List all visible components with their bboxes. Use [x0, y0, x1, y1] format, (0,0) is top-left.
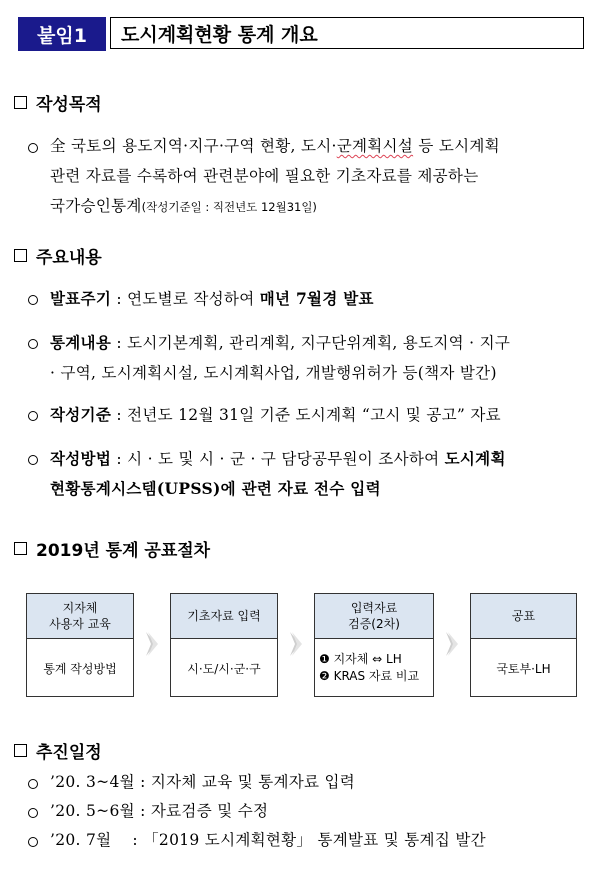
purpose-text-wavy: 군계획시설	[336, 137, 414, 155]
schedule-item: ’20. 7월 : 「2019 도시계획현황」 통계발표 및 통계집 발간	[50, 831, 486, 849]
process-step-body	[315, 639, 433, 697]
content-text-bold: 매년 7월경 발표	[259, 289, 374, 308]
purpose-text-3a: 국가승인통계	[50, 197, 142, 215]
content-label: 작성방법	[50, 449, 112, 468]
content-text: : 전년도 12월 31일 기준 도시계획 “고시 및 공고” 자료	[111, 406, 501, 424]
process-step-body: 시·도/시·군·구	[187, 661, 261, 676]
process-step-header: 공표	[471, 594, 576, 639]
purpose-paragraph	[50, 131, 590, 222]
checkbox-square-icon	[14, 542, 27, 555]
content-item-scope	[50, 328, 590, 388]
process-step-body: 통계 작성방법	[43, 661, 117, 676]
verification-item-1: ❶ 지자체 ⇔ LH	[319, 652, 402, 666]
chevron-right-icon	[288, 630, 304, 658]
document-title: 도시계획현황 통계 개요	[110, 17, 584, 49]
content-item-method	[50, 444, 590, 504]
schedule-item: ’20. 3~4월 : 지자체 교육 및 통계자료 입력	[50, 773, 356, 791]
process-step-input	[170, 593, 278, 697]
process-step-header: 기초자료 입력	[171, 594, 277, 639]
attachment-badge: 붙임1	[18, 17, 106, 51]
schedule-period: ’20. 5~6월	[50, 802, 135, 820]
process-step-header: 지자체 사용자 교육	[27, 594, 133, 639]
schedule-period: ’20. 7월	[50, 831, 112, 849]
purpose-text-3-small: (작성기준일 : 직전년도 12월31일)	[141, 200, 317, 214]
content-text: : 연도별로 작성하여	[111, 290, 260, 308]
circle-bullet-icon	[26, 140, 42, 156]
schedule-period: ’20. 3~4월	[50, 773, 135, 791]
circle-bullet-icon	[26, 408, 42, 424]
section-purpose-title: 작성목적	[36, 95, 102, 115]
content-label: 통계내용	[50, 333, 112, 352]
chevron-right-icon	[144, 630, 160, 658]
process-step-education	[26, 593, 134, 697]
process-step-body: 국토부·LH	[496, 661, 551, 676]
section-purpose	[14, 90, 102, 115]
chevron-right-icon	[444, 630, 460, 658]
checkbox-square-icon	[14, 249, 27, 262]
section-content-title: 주요내용	[36, 248, 102, 268]
checkbox-square-icon	[14, 96, 27, 109]
schedule-item: ’20. 5~6월 : 자료검증 및 수정	[50, 802, 269, 820]
content-text: : 시 · 도 및 시 · 군 · 구 담당공무원이 조사하여	[111, 450, 445, 468]
schedule-task: 「2019 도시계획현황」 통계발표 및 통계집 발간	[143, 831, 486, 849]
process-step-verification	[314, 593, 434, 697]
section-schedule	[14, 738, 102, 763]
content-label: 작성기준	[50, 405, 112, 424]
circle-bullet-icon	[26, 805, 42, 821]
content-text-bold: 현황통계시스템(UPSS)에 관련 자료 전수 입력	[50, 479, 381, 498]
content-item-basis	[50, 400, 590, 430]
purpose-text-2: 관련 자료를 수록하여 관련분야에 필요한 기초자료를 제공하는	[50, 167, 479, 185]
verification-item-2: ❷ KRAS 자료 비교	[319, 669, 420, 683]
section-content	[14, 243, 102, 268]
section-procedure	[14, 536, 210, 561]
content-text-bold: 도시계획	[444, 449, 506, 468]
process-step-header: 입력자료 검증(2차)	[315, 594, 433, 639]
checkbox-square-icon	[14, 744, 27, 757]
section-procedure-title: 2019년 통계 공표절차	[36, 541, 211, 561]
content-text: · 구역, 도시계획시설, 도시계획사업, 개발행위허가 등(책자 발간)	[50, 364, 497, 382]
content-text: : 도시기본계획, 관리계획, 지구단위계획, 용도지역 · 지구	[111, 334, 511, 352]
section-schedule-title: 추진일정	[36, 743, 102, 763]
schedule-task: 지자체 교육 및 통계자료 입력	[150, 773, 356, 791]
circle-bullet-icon	[26, 834, 42, 850]
schedule-task: 자료검증 및 수정	[150, 802, 269, 820]
circle-bullet-icon	[26, 452, 42, 468]
circle-bullet-icon	[26, 336, 42, 352]
purpose-text-1a: 全 국토의 용도지역·지구·구역 현황, 도시·	[50, 137, 337, 155]
content-label: 발표주기	[50, 289, 112, 308]
circle-bullet-icon	[26, 776, 42, 792]
process-step-publish	[470, 593, 577, 697]
purpose-text-1b: 등 도시계획	[413, 137, 500, 155]
circle-bullet-icon	[26, 292, 42, 308]
content-item-cycle	[50, 284, 590, 314]
